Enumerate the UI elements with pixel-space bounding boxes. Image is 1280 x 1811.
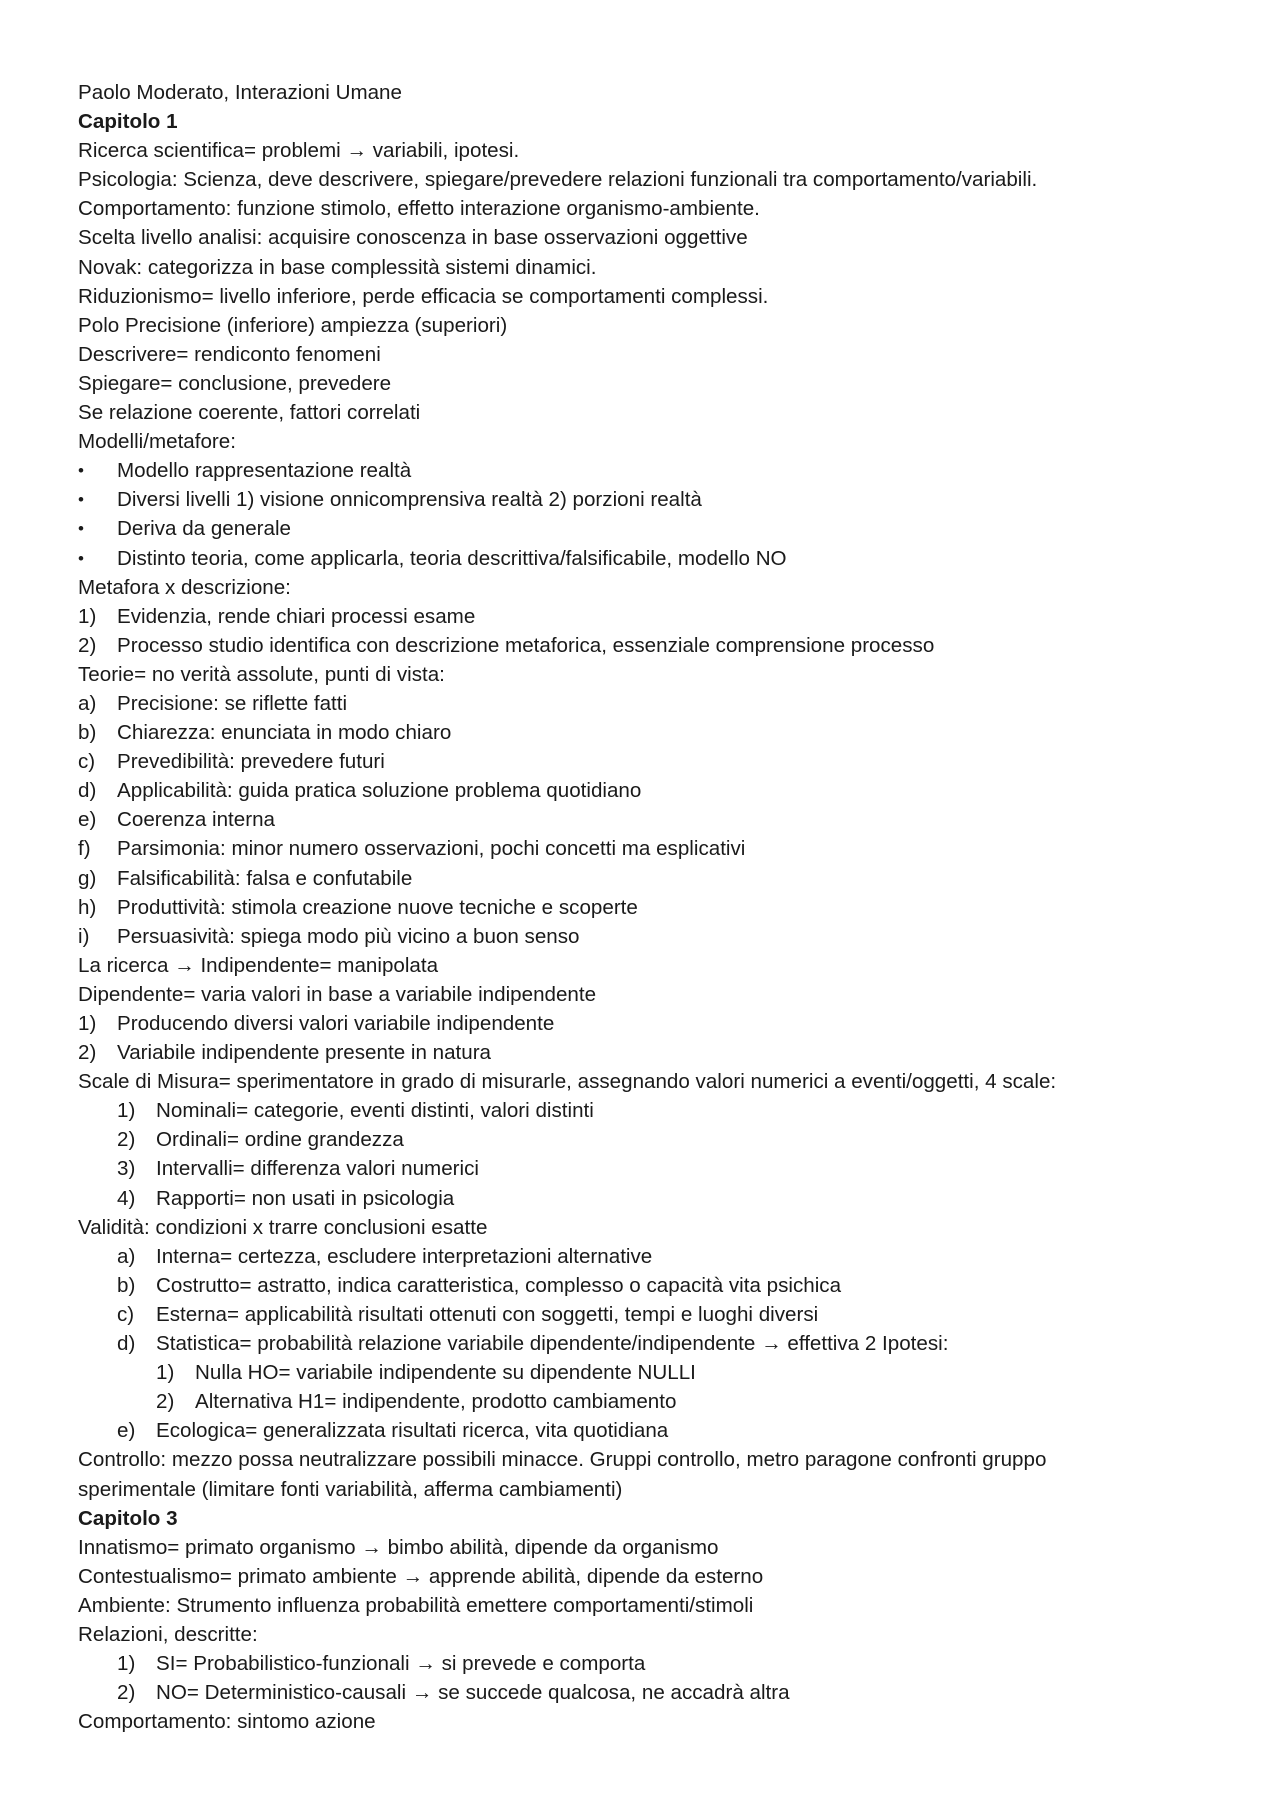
list-item [78,1096,1208,1125]
list-item [78,1009,1208,1038]
text-line: Spiegare= conclusione, prevedere [78,371,392,395]
text-line: Validità: condizioni x trarre conclusioni esatte [78,1215,488,1239]
list-item-text: SI= Probabilistico-funzionali → si prevede e comporta [156,1652,646,1676]
list-item-text: NO= Deterministico-causali → se succede qualcosa, ne accadrà altra [156,1681,790,1705]
list-marker: a) [78,691,97,715]
list-item [78,1678,1208,1707]
list-marker: 3) [117,1157,136,1181]
text-line: Novak: categorizza in base complessità sistemi dinamici. [78,255,597,279]
list-marker: f) [78,837,91,861]
list-marker: d) [117,1332,136,1356]
list-item [78,864,1208,893]
section-heading: Capitolo 3 [78,1506,178,1530]
list-item [78,1329,1208,1358]
list-marker: c) [78,750,96,774]
list-item [78,1242,1208,1271]
list-item [78,1125,1208,1154]
text-line: Scale di Misura= sperimentatore in grado di misurarle, assegnando valori numerici a eventi/oggetti, 4 scale: [78,1070,1057,1094]
text-line: Relazioni, descritte: [78,1622,258,1646]
text-line: sperimentale (limitare fonti variabilità, afferma cambiamenti) [78,1477,623,1501]
list-item-text: Costrutto= astratto, indica caratteristica, complesso o capacità vita psichica [156,1273,842,1297]
list-item [78,922,1208,951]
list-item-text: Producendo diversi valori variabile indipendente [117,1012,555,1035]
list-item [78,631,1208,660]
list-item-text: Ordinali= ordine grandezza [156,1128,404,1152]
list-item-text: Diversi livelli 1) visione onnicomprensiva realtà 2) porzioni realtà [117,488,702,512]
list-item [78,1184,1208,1213]
text-line: Contestualismo= primato ambiente → apprende abilità, dipende da esterno [78,1564,764,1588]
list-marker: h) [78,895,97,919]
text-line: Se relazione coerente, fattori correlati [78,401,421,425]
text-line: Teorie= no verità assolute, punti di vista: [78,662,445,686]
bullet-item [78,514,1208,543]
list-item [78,1649,1208,1678]
list-item-text: Alternativa H1= indipendente, prodotto cambiamento [195,1390,677,1414]
list-item-text: Parsimonia: minor numero osservazioni, pochi concetti ma esplicativi [117,837,746,861]
text-line: Scelta livello analisi: acquisire conoscenza in base osservazioni oggettive [78,226,748,250]
list-item [78,1358,1208,1387]
bullet-icon: • [78,490,84,510]
list-marker: 2) [78,633,97,657]
list-item [78,805,1208,834]
list-item-text: Produttività: stimola creazione nuove tecniche e scoperte [117,895,638,919]
text-line: Paolo Moderato, Interazioni Umane [78,81,402,104]
text-line: La ricerca → Indipendente= manipolata [78,953,439,977]
list-item [78,893,1208,922]
list-item-text: Falsificabilità: falsa e confutabile [117,866,413,890]
list-item-text: Applicabilità: guida pratica soluzione problema quotidiano [117,779,642,803]
bullet-item [78,485,1208,514]
list-marker: 2) [78,1041,97,1065]
list-item-text: Nominali= categorie, eventi distinti, valori distinti [156,1099,594,1123]
section-heading: Capitolo 1 [78,110,178,134]
list-marker: c) [117,1302,135,1326]
text-line: Metafora x descrizione: [78,575,291,599]
list-marker: b) [117,1273,136,1297]
list-item [78,718,1208,747]
list-marker: e) [78,808,97,832]
list-item [78,1300,1208,1329]
bullet-item [78,544,1208,573]
bullet-item [78,456,1208,485]
list-item-text: Persuasività: spiega modo più vicino a buon senso [117,924,580,948]
text-line: Controllo: mezzo possa neutralizzare possibili minacce. Gruppi controllo, metro paragone confronti gruppo [78,1448,1047,1472]
list-item-text: Coerenza interna [117,808,275,832]
list-item-text: Interna= certezza, escludere interpretazioni alternative [156,1244,653,1268]
list-item-text: Distinto teoria, come applicarla, teoria descrittiva/falsificabile, modello NO [117,546,787,570]
list-item-text: Evidenzia, rende chiari processi esame [117,604,476,628]
list-item [78,747,1208,776]
list-marker: 1) [117,1652,136,1676]
list-item [78,834,1208,863]
list-marker: 1) [78,604,97,628]
text-line: Psicologia: Scienza, deve descrivere, spiegare/prevedere relazioni funzionali tra comportamento/variabili. [78,168,1038,192]
list-marker: 1) [78,1012,97,1035]
list-marker: 1) [117,1099,136,1123]
text-line: Comportamento: funzione stimolo, effetto interazione organismo-ambiente. [78,197,760,221]
text-line: Polo Precisione (inferiore) ampiezza (superiori) [78,313,508,337]
list-marker: 2) [156,1390,175,1414]
list-item-text: Ecologica= generalizzata risultati ricerca, vita quotidiana [156,1419,669,1443]
list-item-text: Chiarezza: enunciata in modo chiaro [117,721,452,745]
list-marker: 1) [156,1361,175,1385]
text-line: Riduzionismo= livello inferiore, perde efficacia se comportamenti complessi. [78,284,769,308]
list-item-text: Variabile indipendente presente in natura [117,1041,492,1065]
document-body [78,78,1208,1736]
list-item-text: Modello rappresentazione realtà [117,459,412,483]
list-item-text: Precisione: se riflette fatti [117,691,348,715]
list-marker: g) [78,866,97,890]
bullet-icon: • [78,548,84,568]
list-item [78,689,1208,718]
list-item-text: Esterna= applicabilità risultati ottenuti con soggetti, tempi e luoghi diversi [156,1302,819,1326]
list-item-text: Prevedibilità: prevedere futuri [117,750,385,774]
text-line: Dipendente= varia valori in base a variabile indipendente [78,982,597,1006]
list-item-text: Nulla HO= variabile indipendente su dipendente NULLI [195,1361,696,1385]
bullet-icon: • [78,461,84,481]
list-marker: 4) [117,1186,136,1210]
list-item-text: Processo studio identifica con descrizione metaforica, essenziale comprensione processo [117,633,935,657]
text-line: Modelli/metafore: [78,430,236,454]
list-item-text: Deriva da generale [117,517,292,541]
list-item-text: Rapporti= non usati in psicologia [156,1186,455,1210]
list-marker: i) [78,924,90,948]
list-marker: b) [78,721,97,745]
list-item [78,776,1208,805]
bullet-icon: • [78,519,84,539]
list-item [78,1154,1208,1183]
list-marker: d) [78,779,97,803]
list-item-text: Intervalli= differenza valori numerici [156,1157,479,1181]
list-item [78,1416,1208,1445]
text-line: Descrivere= rendiconto fenomeni [78,342,381,366]
list-marker: 2) [117,1681,136,1705]
list-item [78,1038,1208,1067]
text-line: Innatismo= primato organismo → bimbo abilità, dipende da organismo [78,1535,719,1559]
text-line: Ricerca scientifica= problemi → variabili, ipotesi. [78,139,520,163]
list-marker: 2) [117,1128,136,1152]
list-item-text: Statistica= probabilità relazione variabile dipendente/indipendente → effettiva 2 Ipotesi: [156,1332,949,1356]
text-line: Comportamento: sintomo azione [78,1710,376,1734]
list-marker: e) [117,1419,136,1443]
text-line: Ambiente: Strumento influenza probabilità emettere comportamenti/stimoli [78,1593,754,1617]
list-item [78,1271,1208,1300]
list-marker: a) [117,1244,136,1268]
list-item [78,1387,1208,1416]
list-item [78,602,1208,631]
